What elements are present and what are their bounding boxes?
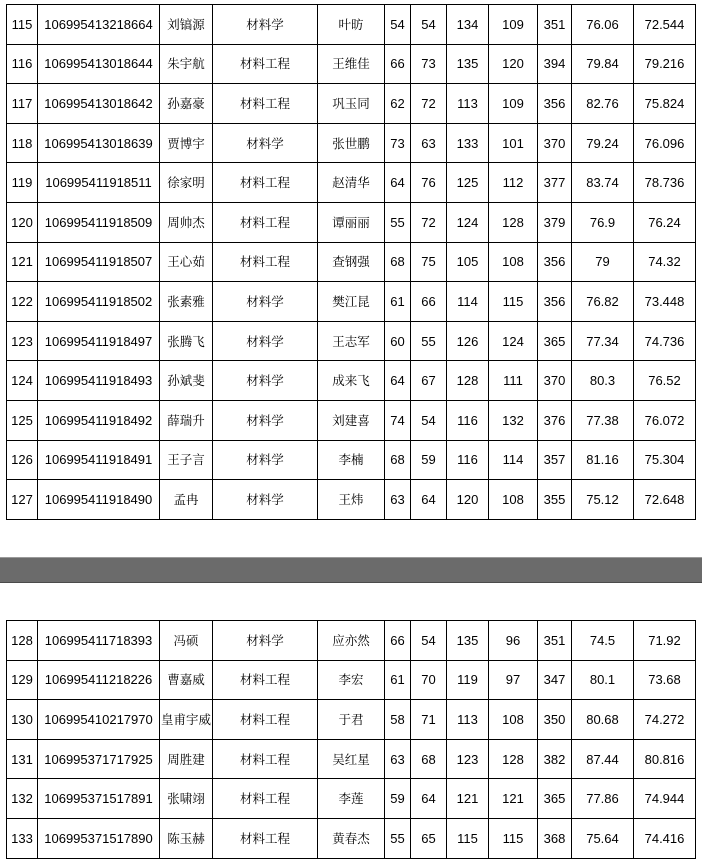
cell-score-4: 111 — [489, 361, 538, 401]
cell-score-3: 123 — [447, 739, 489, 779]
cell-row-number: 120 — [7, 202, 38, 242]
cell-student-name: 张素雅 — [160, 282, 213, 322]
cell-student-name: 朱宇航 — [160, 44, 213, 84]
cell-score-3: 105 — [447, 242, 489, 282]
page-separator — [0, 557, 702, 583]
table-row — [7, 739, 696, 779]
cell-final-score: 76.072 — [634, 400, 696, 440]
cell-final-score: 72.544 — [634, 5, 696, 45]
cell-student-name: 曹嘉威 — [160, 660, 213, 700]
cell-final-score: 71.92 — [634, 621, 696, 661]
cell-score-1: 74 — [385, 400, 411, 440]
cell-score-2: 59 — [411, 440, 447, 480]
cell-score-3: 128 — [447, 361, 489, 401]
cell-advisor: 吴红星 — [318, 739, 385, 779]
cell-final-score: 80.816 — [634, 739, 696, 779]
cell-row-number: 129 — [7, 660, 38, 700]
cell-advisor: 樊江昆 — [318, 282, 385, 322]
cell-score-3: 133 — [447, 123, 489, 163]
cell-score-3: 113 — [447, 84, 489, 124]
cell-score-2: 70 — [411, 660, 447, 700]
table-row — [7, 282, 696, 322]
cell-row-number: 118 — [7, 123, 38, 163]
cell-row-number: 116 — [7, 44, 38, 84]
cell-score-2: 72 — [411, 84, 447, 124]
cell-final-score: 73.448 — [634, 282, 696, 322]
cell-score-3: 121 — [447, 779, 489, 819]
cell-row-number: 122 — [7, 282, 38, 322]
cell-student-name: 周胜建 — [160, 739, 213, 779]
cell-score-3: 116 — [447, 400, 489, 440]
cell-retest-score: 75.12 — [572, 480, 634, 520]
table-row — [7, 44, 696, 84]
cell-major: 材料学 — [213, 282, 318, 322]
table-row — [7, 440, 696, 480]
cell-final-score: 74.416 — [634, 818, 696, 858]
score-table-lower — [6, 620, 696, 859]
cell-score-3: 135 — [447, 621, 489, 661]
cell-major: 材料学 — [213, 321, 318, 361]
cell-score-1: 62 — [385, 84, 411, 124]
table-row — [7, 5, 696, 45]
cell-score-3: 114 — [447, 282, 489, 322]
cell-row-number: 128 — [7, 621, 38, 661]
cell-row-number: 131 — [7, 739, 38, 779]
cell-retest-score: 76.9 — [572, 202, 634, 242]
cell-final-score: 79.216 — [634, 44, 696, 84]
cell-retest-score: 77.34 — [572, 321, 634, 361]
cell-major: 材料工程 — [213, 739, 318, 779]
cell-retest-score: 79 — [572, 242, 634, 282]
cell-retest-score: 75.64 — [572, 818, 634, 858]
document-page-lower — [0, 583, 702, 866]
cell-score-1: 66 — [385, 621, 411, 661]
cell-score-1: 73 — [385, 123, 411, 163]
cell-row-number: 119 — [7, 163, 38, 203]
cell-total-score: 377 — [538, 163, 572, 203]
cell-student-name: 周帅杰 — [160, 202, 213, 242]
cell-score-3: 119 — [447, 660, 489, 700]
cell-major: 材料工程 — [213, 44, 318, 84]
cell-score-4: 112 — [489, 163, 538, 203]
cell-score-1: 66 — [385, 44, 411, 84]
cell-score-3: 115 — [447, 818, 489, 858]
cell-score-2: 63 — [411, 123, 447, 163]
cell-student-name: 孙嘉豪 — [160, 84, 213, 124]
cell-candidate-id: 106995413218664 — [38, 5, 160, 45]
cell-major: 材料工程 — [213, 84, 318, 124]
cell-final-score: 74.272 — [634, 700, 696, 740]
cell-total-score: 376 — [538, 400, 572, 440]
cell-retest-score: 82.76 — [572, 84, 634, 124]
cell-candidate-id: 106995411918507 — [38, 242, 160, 282]
table-row — [7, 84, 696, 124]
cell-score-4: 120 — [489, 44, 538, 84]
cell-student-name: 王心茹 — [160, 242, 213, 282]
score-table-upper — [6, 4, 696, 520]
cell-major: 材料学 — [213, 480, 318, 520]
table-row — [7, 621, 696, 661]
cell-final-score: 75.824 — [634, 84, 696, 124]
cell-advisor: 谭丽丽 — [318, 202, 385, 242]
cell-score-1: 54 — [385, 5, 411, 45]
cell-score-1: 58 — [385, 700, 411, 740]
cell-score-3: 116 — [447, 440, 489, 480]
cell-score-2: 75 — [411, 242, 447, 282]
cell-retest-score: 81.16 — [572, 440, 634, 480]
cell-student-name: 孟冉 — [160, 480, 213, 520]
table-row — [7, 700, 696, 740]
cell-total-score: 365 — [538, 779, 572, 819]
cell-candidate-id: 106995413018642 — [38, 84, 160, 124]
cell-row-number: 115 — [7, 5, 38, 45]
cell-candidate-id: 106995411918490 — [38, 480, 160, 520]
cell-retest-score: 80.3 — [572, 361, 634, 401]
cell-score-4: 108 — [489, 480, 538, 520]
cell-candidate-id: 106995371717925 — [38, 739, 160, 779]
cell-score-3: 134 — [447, 5, 489, 45]
cell-retest-score: 76.82 — [572, 282, 634, 322]
cell-major: 材料工程 — [213, 202, 318, 242]
cell-total-score: 357 — [538, 440, 572, 480]
cell-score-4: 115 — [489, 282, 538, 322]
table-row — [7, 123, 696, 163]
cell-advisor: 成来飞 — [318, 361, 385, 401]
cell-score-4: 128 — [489, 202, 538, 242]
cell-score-1: 59 — [385, 779, 411, 819]
cell-row-number: 117 — [7, 84, 38, 124]
cell-advisor: 张世鹏 — [318, 123, 385, 163]
cell-candidate-id: 106995411218226 — [38, 660, 160, 700]
cell-score-1: 63 — [385, 480, 411, 520]
table-row — [7, 779, 696, 819]
cell-final-score: 72.648 — [634, 480, 696, 520]
cell-final-score: 76.52 — [634, 361, 696, 401]
cell-row-number: 133 — [7, 818, 38, 858]
table-row — [7, 321, 696, 361]
cell-final-score: 78.736 — [634, 163, 696, 203]
cell-total-score: 370 — [538, 123, 572, 163]
cell-candidate-id: 106995411918509 — [38, 202, 160, 242]
cell-retest-score: 77.38 — [572, 400, 634, 440]
cell-score-4: 124 — [489, 321, 538, 361]
cell-advisor: 赵清华 — [318, 163, 385, 203]
cell-row-number: 121 — [7, 242, 38, 282]
cell-total-score: 351 — [538, 5, 572, 45]
cell-candidate-id: 106995411918492 — [38, 400, 160, 440]
cell-score-2: 64 — [411, 779, 447, 819]
cell-score-2: 55 — [411, 321, 447, 361]
cell-retest-score: 76.06 — [572, 5, 634, 45]
cell-score-1: 60 — [385, 321, 411, 361]
cell-final-score: 74.944 — [634, 779, 696, 819]
cell-candidate-id: 106995411918502 — [38, 282, 160, 322]
cell-final-score: 76.096 — [634, 123, 696, 163]
cell-total-score: 365 — [538, 321, 572, 361]
cell-total-score: 394 — [538, 44, 572, 84]
cell-score-1: 64 — [385, 163, 411, 203]
cell-retest-score: 83.74 — [572, 163, 634, 203]
cell-retest-score: 79.84 — [572, 44, 634, 84]
cell-score-2: 68 — [411, 739, 447, 779]
cell-major: 材料工程 — [213, 242, 318, 282]
cell-advisor: 李宏 — [318, 660, 385, 700]
table-row — [7, 400, 696, 440]
cell-row-number: 126 — [7, 440, 38, 480]
cell-advisor: 于君 — [318, 700, 385, 740]
cell-retest-score: 80.1 — [572, 660, 634, 700]
cell-major: 材料工程 — [213, 660, 318, 700]
cell-total-score: 382 — [538, 739, 572, 779]
cell-total-score: 355 — [538, 480, 572, 520]
cell-row-number: 125 — [7, 400, 38, 440]
cell-major: 材料学 — [213, 400, 318, 440]
cell-score-2: 73 — [411, 44, 447, 84]
cell-student-name: 刘镐源 — [160, 5, 213, 45]
cell-total-score: 351 — [538, 621, 572, 661]
cell-score-4: 108 — [489, 242, 538, 282]
cell-score-4: 108 — [489, 700, 538, 740]
cell-student-name: 王子言 — [160, 440, 213, 480]
cell-student-name: 冯硕 — [160, 621, 213, 661]
cell-score-4: 132 — [489, 400, 538, 440]
cell-major: 材料工程 — [213, 163, 318, 203]
cell-score-4: 109 — [489, 84, 538, 124]
cell-score-3: 124 — [447, 202, 489, 242]
cell-final-score: 75.304 — [634, 440, 696, 480]
table-row — [7, 480, 696, 520]
cell-score-3: 126 — [447, 321, 489, 361]
cell-final-score: 74.736 — [634, 321, 696, 361]
cell-retest-score: 80.68 — [572, 700, 634, 740]
cell-advisor: 李楠 — [318, 440, 385, 480]
cell-score-1: 61 — [385, 282, 411, 322]
cell-candidate-id: 106995371517891 — [38, 779, 160, 819]
cell-student-name: 张腾飞 — [160, 321, 213, 361]
cell-score-1: 55 — [385, 202, 411, 242]
table-row — [7, 242, 696, 282]
cell-total-score: 356 — [538, 282, 572, 322]
cell-candidate-id: 106995410217970 — [38, 700, 160, 740]
cell-score-4: 121 — [489, 779, 538, 819]
cell-score-1: 64 — [385, 361, 411, 401]
table-row — [7, 361, 696, 401]
cell-total-score: 370 — [538, 361, 572, 401]
cell-student-name: 孙斌斐 — [160, 361, 213, 401]
cell-score-4: 97 — [489, 660, 538, 700]
cell-advisor: 查钢强 — [318, 242, 385, 282]
cell-total-score: 356 — [538, 242, 572, 282]
cell-major: 材料学 — [213, 5, 318, 45]
cell-advisor: 应亦然 — [318, 621, 385, 661]
cell-major: 材料学 — [213, 361, 318, 401]
cell-score-2: 67 — [411, 361, 447, 401]
cell-advisor: 王维佳 — [318, 44, 385, 84]
cell-row-number: 123 — [7, 321, 38, 361]
cell-row-number: 132 — [7, 779, 38, 819]
cell-score-1: 61 — [385, 660, 411, 700]
cell-candidate-id: 106995411718393 — [38, 621, 160, 661]
cell-candidate-id: 106995413018639 — [38, 123, 160, 163]
cell-major: 材料工程 — [213, 779, 318, 819]
cell-score-3: 113 — [447, 700, 489, 740]
cell-candidate-id: 106995411918511 — [38, 163, 160, 203]
cell-student-name: 徐家明 — [160, 163, 213, 203]
cell-student-name: 贾博宇 — [160, 123, 213, 163]
cell-row-number: 130 — [7, 700, 38, 740]
cell-advisor: 叶昉 — [318, 5, 385, 45]
cell-score-2: 76 — [411, 163, 447, 203]
cell-score-4: 96 — [489, 621, 538, 661]
cell-score-4: 114 — [489, 440, 538, 480]
cell-final-score: 76.24 — [634, 202, 696, 242]
cell-score-2: 66 — [411, 282, 447, 322]
cell-score-3: 135 — [447, 44, 489, 84]
cell-total-score: 350 — [538, 700, 572, 740]
cell-row-number: 124 — [7, 361, 38, 401]
cell-candidate-id: 106995411918493 — [38, 361, 160, 401]
table-row — [7, 202, 696, 242]
cell-score-3: 120 — [447, 480, 489, 520]
cell-student-name: 张啸翊 — [160, 779, 213, 819]
cell-candidate-id: 106995413018644 — [38, 44, 160, 84]
cell-major: 材料学 — [213, 621, 318, 661]
cell-total-score: 356 — [538, 84, 572, 124]
cell-score-2: 71 — [411, 700, 447, 740]
cell-score-4: 115 — [489, 818, 538, 858]
cell-student-name: 陈玉赫 — [160, 818, 213, 858]
cell-student-name: 皇甫宇威 — [160, 700, 213, 740]
cell-score-1: 68 — [385, 242, 411, 282]
cell-major: 材料学 — [213, 123, 318, 163]
cell-score-2: 65 — [411, 818, 447, 858]
table-row — [7, 818, 696, 858]
cell-advisor: 王志军 — [318, 321, 385, 361]
cell-score-4: 128 — [489, 739, 538, 779]
table-row — [7, 660, 696, 700]
cell-total-score: 347 — [538, 660, 572, 700]
cell-score-1: 55 — [385, 818, 411, 858]
cell-advisor: 刘建喜 — [318, 400, 385, 440]
cell-total-score: 379 — [538, 202, 572, 242]
cell-advisor: 巩玉同 — [318, 84, 385, 124]
cell-score-4: 109 — [489, 5, 538, 45]
cell-major: 材料工程 — [213, 818, 318, 858]
cell-row-number: 127 — [7, 480, 38, 520]
cell-score-2: 72 — [411, 202, 447, 242]
cell-advisor: 王炜 — [318, 480, 385, 520]
cell-score-2: 54 — [411, 621, 447, 661]
cell-final-score: 73.68 — [634, 660, 696, 700]
cell-student-name: 薛瑞升 — [160, 400, 213, 440]
cell-retest-score: 79.24 — [572, 123, 634, 163]
cell-retest-score: 77.86 — [572, 779, 634, 819]
cell-retest-score: 87.44 — [572, 739, 634, 779]
table-row — [7, 163, 696, 203]
cell-score-4: 101 — [489, 123, 538, 163]
cell-candidate-id: 106995371517890 — [38, 818, 160, 858]
cell-retest-score: 74.5 — [572, 621, 634, 661]
cell-major: 材料学 — [213, 440, 318, 480]
cell-final-score: 74.32 — [634, 242, 696, 282]
cell-score-2: 54 — [411, 400, 447, 440]
cell-score-1: 68 — [385, 440, 411, 480]
cell-score-2: 54 — [411, 5, 447, 45]
cell-score-3: 125 — [447, 163, 489, 203]
cell-major: 材料工程 — [213, 700, 318, 740]
cell-candidate-id: 106995411918497 — [38, 321, 160, 361]
cell-advisor: 黄春杰 — [318, 818, 385, 858]
cell-score-1: 63 — [385, 739, 411, 779]
cell-candidate-id: 106995411918491 — [38, 440, 160, 480]
cell-total-score: 368 — [538, 818, 572, 858]
cell-advisor: 李莲 — [318, 779, 385, 819]
cell-score-2: 64 — [411, 480, 447, 520]
